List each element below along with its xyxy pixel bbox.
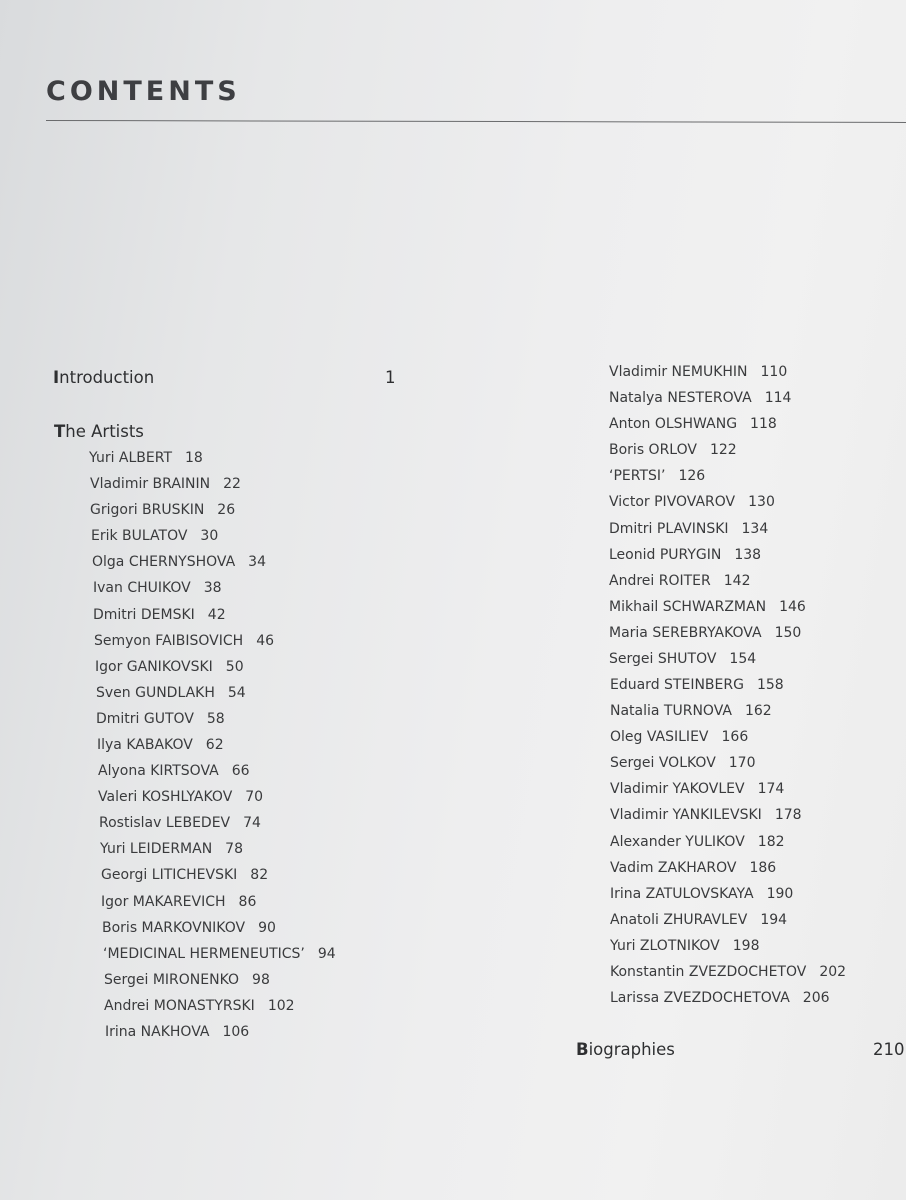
entry-page-number: 134	[741, 521, 769, 537]
entry-artist-name: Larissa ZVEZDOCHETOVA	[610, 990, 790, 1006]
entry-page-number: 182	[757, 834, 785, 850]
entry-artist-name: Dmitri DEMSKI	[93, 607, 195, 623]
toc-entry	[610, 938, 759, 954]
entry-page-number: 34	[248, 554, 266, 570]
toc-entry	[610, 886, 793, 902]
entry-page-number: 206	[802, 990, 830, 1006]
entry-page-number: 122	[709, 442, 737, 458]
entry-artist-name: Alyona KIRTSOVA	[98, 763, 219, 779]
entry-page-number: 190	[766, 886, 794, 902]
entry-artist-name: ‘PERTSI’	[609, 468, 666, 484]
entry-artist-name: Sergei VOLKOV	[610, 755, 716, 771]
toc-entry	[89, 450, 203, 466]
entry-artist-name: Natalya NESTEROVA	[609, 390, 752, 406]
entry-artist-name: Grigori BRUSKIN	[90, 502, 205, 518]
entry-page-number: 90	[258, 920, 276, 936]
entry-page-number: 94	[317, 946, 336, 962]
toc-entry	[610, 781, 784, 797]
entry-artist-name: Yuri ALBERT	[89, 450, 173, 466]
entry-page-number: 158	[756, 677, 784, 693]
entry-page-number: 50	[225, 659, 244, 675]
toc-entry	[100, 841, 243, 857]
toc-entry	[104, 972, 270, 988]
entry-artist-name: Yuri ZLOTNIKOV	[610, 938, 720, 954]
entry-page-number: 202	[819, 964, 847, 980]
entry-artist-name: Erik BULATOV	[91, 528, 188, 544]
toc-entry	[609, 599, 806, 615]
toc-entry	[97, 737, 224, 753]
toc-entry	[610, 677, 784, 693]
entry-artist-name: Natalia TURNOVA	[610, 703, 732, 719]
title-divider	[46, 120, 906, 123]
entry-page-number: 70	[245, 789, 264, 805]
toc-entry	[105, 1024, 249, 1040]
entry-artist-name: Boris ORLOV	[609, 442, 697, 458]
toc-entry	[609, 625, 801, 641]
toc-entry	[98, 789, 263, 805]
entry-artist-name: Igor GANIKOVSKI	[95, 659, 213, 675]
entry-page-number: 62	[205, 737, 224, 753]
entry-page-number: 198	[732, 938, 760, 954]
entry-artist-name: Victor PIVOVAROV	[609, 494, 736, 510]
entry-artist-name: Anatoli ZHURAVLEV	[610, 912, 748, 928]
toc-entry	[104, 998, 295, 1014]
entry-page-number: 54	[227, 685, 246, 701]
entry-page-number: 138	[734, 547, 762, 563]
page-title: CONTENTS	[46, 76, 241, 107]
entry-page-number: 126	[678, 468, 706, 484]
toc-entry	[610, 729, 748, 745]
entry-page-number: 26	[217, 502, 236, 518]
entry-page-number: 166	[721, 729, 749, 745]
entry-page-number: 162	[744, 703, 772, 719]
entry-page-number: 82	[250, 867, 269, 883]
entry-page-number: 74	[243, 815, 261, 831]
toc-entry	[610, 807, 802, 823]
entry-artist-name: Rostislav LEBEDEV	[99, 815, 231, 831]
toc-entry	[91, 528, 218, 544]
entry-page-number: 194	[760, 912, 788, 928]
entry-artist-name: Andrei MONASTYRSKI	[104, 998, 255, 1014]
toc-entry	[90, 502, 235, 518]
toc-entry	[609, 573, 750, 589]
entry-artist-name: Ivan CHUIKOV	[93, 580, 191, 596]
introduction-initial: I	[53, 368, 60, 387]
toc-entry	[609, 468, 705, 484]
toc-entry	[610, 703, 772, 719]
toc-entry	[96, 685, 246, 701]
toc-entry	[99, 815, 261, 831]
entry-artist-name: Irina NAKHOVA	[105, 1024, 210, 1040]
biographies-page-number: 210	[873, 1040, 905, 1059]
entry-artist-name: Konstantin ZVEZDOCHETOV	[610, 964, 807, 980]
entry-page-number: 106	[222, 1024, 250, 1040]
entry-artist-name: Irina ZATULOVSKAYA	[610, 886, 754, 902]
entry-artist-name: Vadim ZAKHAROV	[610, 860, 737, 876]
entry-page-number: 170	[728, 755, 756, 771]
toc-entry	[609, 547, 761, 563]
entry-artist-name: Dmitri PLAVINSKI	[609, 521, 729, 537]
toc-entry	[101, 867, 268, 883]
entry-page-number: 38	[203, 580, 222, 596]
toc-entry	[610, 834, 785, 850]
entry-artist-name: Vladimir YAKOVLEV	[610, 781, 745, 797]
toc-entry	[93, 580, 222, 596]
toc-entry	[609, 651, 756, 667]
entry-page-number: 118	[750, 416, 777, 432]
entry-page-number: 58	[206, 711, 225, 727]
entry-page-number: 66	[231, 763, 250, 779]
entry-page-number: 42	[207, 607, 226, 623]
entry-artist-name: Andrei ROITER	[609, 573, 711, 589]
entry-page-number: 142	[723, 573, 751, 589]
entry-page-number: 174	[757, 781, 785, 797]
entry-artist-name: Maria SEREBRYAKOVA	[609, 625, 762, 641]
entry-artist-name: Sven GUNDLAKH	[96, 685, 215, 701]
entry-artist-name: Valeri KOSHLYAKOV	[98, 789, 233, 805]
entry-artist-name: Sergei SHUTOV	[609, 651, 717, 667]
entry-page-number: 86	[238, 894, 257, 910]
toc-entry	[94, 633, 274, 649]
entry-page-number: 18	[185, 450, 203, 466]
entry-artist-name: Mikhail SCHWARZMAN	[609, 599, 767, 615]
entry-artist-name: Olga CHERNYSHOVA	[92, 554, 236, 570]
entry-artist-name: Semyon FAIBISOVICH	[94, 633, 244, 649]
entry-page-number: 114	[764, 390, 792, 406]
introduction-text: ntroduction	[59, 368, 155, 387]
entry-page-number: 146	[779, 599, 806, 615]
toc-entry	[90, 476, 241, 492]
the-artists-heading	[54, 422, 144, 441]
entry-artist-name: ‘MEDICINAL HERMENEUTICS’	[103, 946, 305, 962]
entry-page-number: 150	[774, 625, 802, 641]
entry-artist-name: Vladimir BRAININ	[90, 476, 211, 492]
entry-artist-name: Anton OLSHWANG	[609, 416, 738, 432]
toc-entry	[610, 860, 776, 876]
entry-artist-name: Oleg VASILIEV	[610, 729, 709, 745]
entry-artist-name: Sergei MIRONENKO	[104, 972, 240, 988]
toc-entry	[609, 442, 737, 458]
entry-page-number: 46	[256, 633, 275, 649]
toc-entry	[610, 912, 787, 928]
entry-artist-name: Vladimir YANKILEVSKI	[610, 807, 762, 823]
toc-entry	[101, 894, 256, 910]
entry-artist-name: Alexander YULIKOV	[610, 834, 745, 850]
entry-page-number: 130	[748, 494, 775, 510]
entry-page-number: 78	[225, 841, 243, 857]
entry-page-number: 154	[729, 651, 757, 667]
entry-artist-name: Georgi LITICHEVSKI	[101, 867, 238, 883]
entry-artist-name: Vladimir NEMUKHIN	[609, 364, 748, 380]
entry-page-number: 98	[252, 972, 270, 988]
toc-entry	[103, 946, 336, 962]
introduction-page-number: 1	[385, 368, 396, 387]
toc-entry	[609, 494, 775, 510]
toc-entry	[609, 390, 791, 406]
toc-entry	[96, 711, 225, 727]
entry-page-number: 102	[267, 998, 295, 1014]
biographies-initial: B	[576, 1040, 589, 1059]
biographies-text: iographies	[588, 1040, 675, 1059]
toc-entry	[95, 659, 244, 675]
toc-entry	[609, 416, 777, 432]
entry-artist-name: Ilya KABAKOV	[97, 737, 193, 753]
toc-entry	[92, 554, 266, 570]
toc-entry	[610, 990, 830, 1006]
toc-entry	[609, 521, 768, 537]
entry-page-number: 178	[774, 807, 802, 823]
toc-entry	[98, 763, 250, 779]
the-artists-initial: T	[54, 422, 66, 441]
toc-entry	[102, 920, 276, 936]
toc-entry	[610, 964, 846, 980]
entry-artist-name: Boris MARKOVNIKOV	[102, 920, 246, 936]
entry-artist-name: Leonid PURYGIN	[609, 547, 722, 563]
the-artists-text: he Artists	[65, 422, 144, 441]
entry-page-number: 110	[760, 364, 788, 380]
entry-artist-name: Igor MAKAREVICH	[101, 894, 226, 910]
entry-page-number: 22	[223, 476, 241, 492]
entry-page-number: 186	[749, 860, 777, 876]
toc-entry	[610, 755, 756, 771]
introduction-label	[53, 368, 154, 387]
entry-artist-name: Eduard STEINBERG	[610, 677, 744, 693]
toc-entry	[609, 364, 787, 380]
entry-artist-name: Yuri LEIDERMAN	[100, 841, 213, 857]
biographies-label	[576, 1040, 675, 1059]
entry-artist-name: Dmitri GUTOV	[96, 711, 194, 727]
entry-page-number: 30	[200, 528, 219, 544]
toc-entry	[93, 607, 226, 623]
